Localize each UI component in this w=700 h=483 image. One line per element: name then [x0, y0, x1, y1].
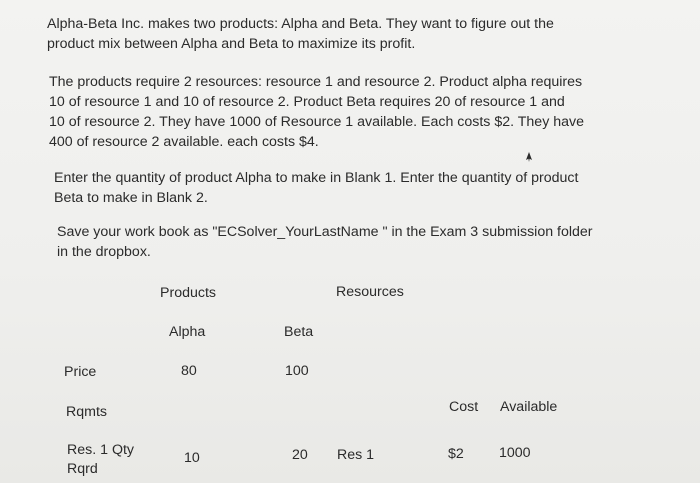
- cost-header: Cost: [449, 399, 479, 415]
- beta-header: Beta: [284, 324, 314, 340]
- resources-line-1: The products require 2 resources: resource 1 and resource 2. Product alpha requires: [49, 74, 583, 90]
- res1-cost-value: $2: [448, 446, 464, 462]
- res1-beta-value: 20: [292, 447, 308, 463]
- save-paragraph: [57, 222, 593, 262]
- resources-line-2: 10 of resource 1 and 10 of resource 2. Product Beta requires 20 of resource 1 and: [49, 94, 565, 110]
- intro-line-2: product mix between Alpha and Beta to maximize its profit.: [47, 36, 416, 52]
- mouse-pointer-icon: [524, 152, 534, 162]
- res1-alpha-value: 10: [184, 450, 200, 466]
- products-header: Products: [160, 285, 216, 301]
- price-beta-value: 100: [285, 363, 309, 379]
- res1-qty-label-line-1: Res. 1 Qty: [67, 442, 135, 458]
- res1-name: Res 1: [337, 447, 375, 463]
- res1-qty-label-line-2: Rqrd: [67, 461, 98, 477]
- available-header: Available: [500, 399, 558, 415]
- res1-available-value: 1000: [499, 445, 531, 461]
- save-line-2: in the dropbox.: [57, 244, 151, 260]
- alpha-header: Alpha: [169, 324, 206, 340]
- resources-line-4: 400 of resource 2 available. each costs $4.: [49, 134, 319, 150]
- instructions-line-1: Enter the quantity of product Alpha to make in Blank 1. Enter the quantity of product: [54, 170, 579, 186]
- save-line-1: Save your work book as "ECSolver_YourLastName " in the Exam 3 submission folder: [57, 224, 593, 240]
- rqmts-label: Rqmts: [66, 404, 107, 420]
- resources-header: Resources: [336, 284, 404, 300]
- instructions-line-2: Beta to make in Blank 2.: [54, 190, 208, 206]
- price-label: Price: [64, 364, 97, 380]
- intro-paragraph: [47, 14, 554, 54]
- intro-line-1: Alpha-Beta Inc. makes two products: Alpha and Beta. They want to figure out the: [47, 16, 554, 32]
- resources-paragraph: [49, 72, 584, 152]
- instructions-paragraph: [54, 168, 578, 208]
- resources-line-3: 10 of resource 2. They have 1000 of Resource 1 available. Each costs $2. They have: [49, 114, 584, 130]
- price-alpha-value: 80: [181, 363, 197, 379]
